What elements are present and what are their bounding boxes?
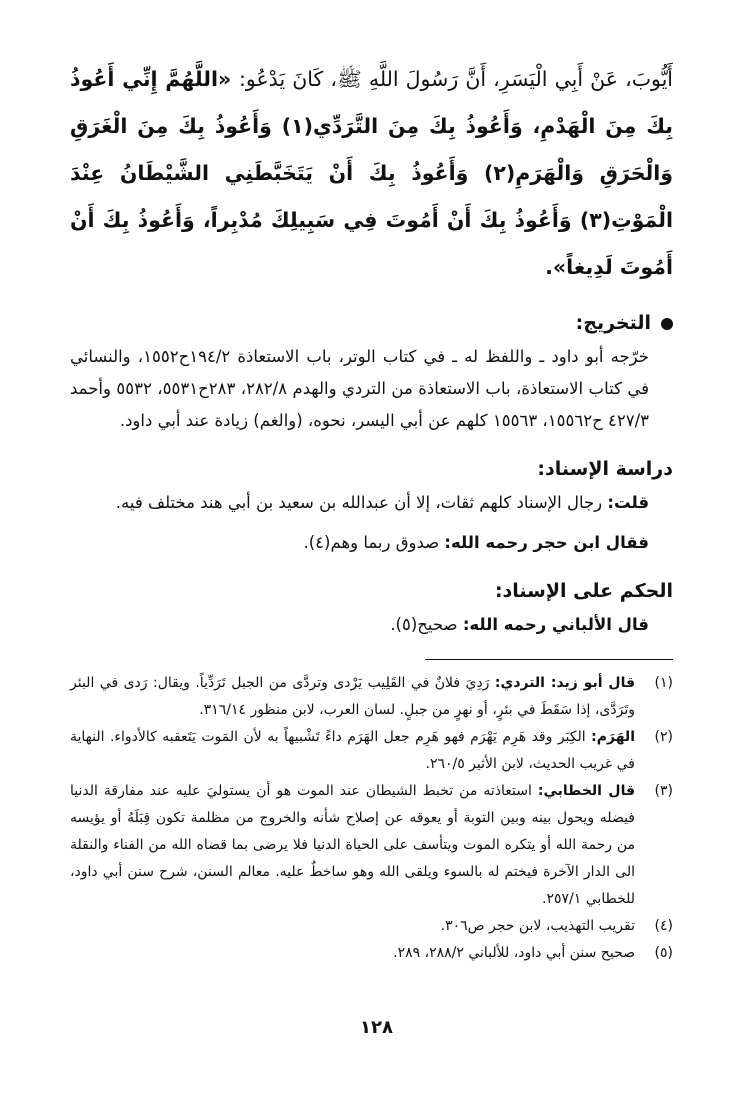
hukm-heading: الحكم على الإسناد: <box>494 580 673 602</box>
qultu-text: رجال الإسناد كلهم ثقات، إلا أن عبدالله بن سعيد بن أبي هند مختلف فيه. <box>115 493 608 512</box>
book-page <box>70 56 673 1058</box>
footnote-body: صحيح سنن أبي داود، للألباني ٢٨٨/٢، ٢٨٩. <box>393 945 635 961</box>
footnote-text <box>70 778 635 913</box>
footnote <box>70 724 673 778</box>
bullet-icon <box>661 318 673 330</box>
footnote-body: رَدِيَ فلانٌ في القَلِيب يَرْدى وتردَّى من الجبل تَرَدِّياً. ويقال: رَدى في البئر وتَرَدَّى، إذا سَقَطَ في بئرٍ، أو نهرٍ من جبلٍ. لسان العرب، لابن منظور ٣١٦/١٤. <box>70 675 635 718</box>
isnad-heading: دراسة الإسناد: <box>537 458 673 480</box>
footnote <box>70 940 673 967</box>
footnote-lead: قال الخطابي: <box>537 783 635 799</box>
hukm-albani <box>70 609 673 641</box>
albani-text: صحيح(٥). <box>390 615 463 634</box>
footnote-body: استعاذته من تخبط الشيطان عند الموت هو أن يستوليَ عليه عند مفارقة الدنيا فيضله ويحول بينه وبين التوبة أو يعوقه عن إصلاح شأنه والخروج من مظلمة تكون قِبَلَهُ أو يؤيسه من رحمة الله أو يتكره الموت ويتأسف على الحياة الدنيا فلا يرضى بما قضاه الله من الفناء والنقلة الى الدار الآخرة فيختم له بالسوء ويلقى الله وهو ساخطٌ عليه. معالم السنن، شرح سنن أبي داود، للخطابي ٢٥٧/١. <box>70 783 635 907</box>
footnote-lead: قال أبو زيد: التردي: <box>494 675 636 691</box>
footnotes <box>70 670 673 967</box>
footnote-number: (٣) <box>654 783 673 799</box>
footnote-body: تقريب التهذيب، لابن حجر ص٣٠٦. <box>440 918 635 934</box>
isnad-qultu <box>70 487 673 519</box>
footnote-number: (٢) <box>654 729 673 745</box>
takhrij-section <box>70 305 673 437</box>
footnote-number: (١) <box>654 675 673 691</box>
footnote <box>70 778 673 913</box>
footnote-lead: الهَرَم: <box>591 729 635 745</box>
hadith-supplication: «اللَّهُمَّ إِنِّي أَعُوذُ بِكَ مِنَ الْهَدْمِ، وَأَعُوذُ بِكَ مِنَ التَّرَدِّي(١) وَأَعُوذُ بِكَ مِنَ الْغَرَقِ وَالْحَرَقِ وَالْهَرَمِ(٢) وَأَعُوذُ بِكَ أَنْ يَتَخَبَّطَنِي الشَّيْطَانُ عِنْدَ الْمَوْتِ(٣) وَأَعُوذُ بِكَ أَنْ أَمُوتَ فِي سَبِيلِكَ مُدْبِراً، وَأَعُوذُ بِكَ أَنْ أَمُوتَ لَدِيغاً». <box>70 67 673 279</box>
footnote-number: (٤) <box>654 918 673 934</box>
isnad-section <box>70 451 673 559</box>
page-number: ١٢٨ <box>360 1017 393 1038</box>
footnote <box>70 913 673 940</box>
albani-label: قال الألباني رحمه الله: <box>462 615 649 634</box>
footnote-text <box>70 670 635 724</box>
takhrij-text: خرّجه أبو داود ـ واللفظ له ـ في كتاب الوتر، باب الاستعاذة ١٩٤/٢ح١٥٥٢، والنسائي في كتاب الاستعاذة، باب الاستعاذة من التردي والهدم ٢٨٢/٨، ٢٨٣ح٥٥٣١، ٥٥٣٢ وأحمد ٤٢٧/٣ ح١٥٥٦٢، ١٥٥٦٣ كلهم عن أبي اليسر، نحوه، (والغم) زيادة عند أبي داود. <box>70 347 650 430</box>
hadith-text <box>70 56 673 291</box>
footnote-text <box>70 913 635 940</box>
ibn-hajar-text: صدوق ربما وهم(٤). <box>303 533 445 552</box>
footnote-text <box>70 940 635 967</box>
footnote-body: الكِبَر وقد هَرِم يَهْرَم فهو هَرِم جعل الهَرَم داءً تَشْبيهاً به لأن المَوت يَتَعقبه كالأدواء. النهاية في غريب الحديث، لابن الأثير ٢٦٠/٥. <box>70 729 635 772</box>
qultu-label: قلت: <box>607 493 649 512</box>
hukm-section <box>70 573 673 641</box>
hadith-narrator: أَيُّوبَ، عَنْ أَبِي الْيَسَرِ، أَنَّ رَسُولَ اللَّهِ ﷺ، كَانَ يَدْعُو: <box>238 67 673 91</box>
footnote-separator <box>425 659 673 660</box>
footnote-number: (٥) <box>654 945 673 961</box>
footnote-text <box>70 724 635 778</box>
footnote <box>70 670 673 724</box>
takhrij-heading <box>70 305 673 341</box>
takhrij-title: التخريج: <box>575 312 651 334</box>
ibn-hajar-label: فقال ابن حجر رحمه الله: <box>444 533 649 552</box>
isnad-ibn-hajar <box>70 527 673 559</box>
